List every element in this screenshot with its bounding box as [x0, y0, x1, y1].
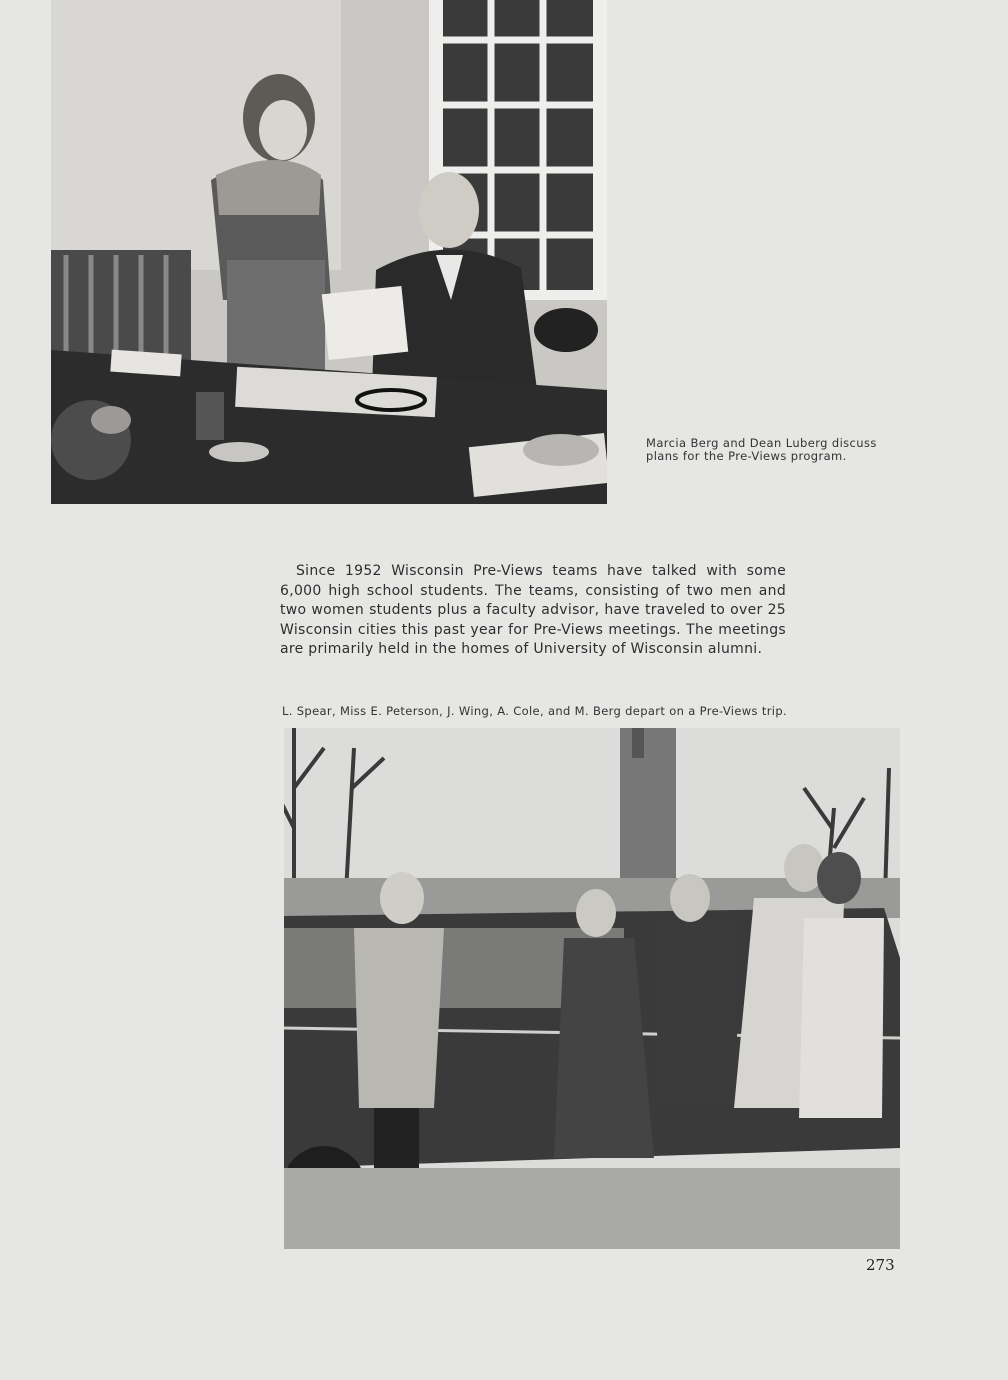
group-departure-photo — [284, 728, 900, 1249]
article-paragraph: Since 1952 Wisconsin Pre-Views teams have talked with some 6,000 high school students. The teams, consisting of two men and two women students plus a faculty advisor, have traveled to over 25 Wisconsin cities this past year for Pre-Views meetings. The meetings are primarily held in the homes of University of Wisconsin alumni. — [280, 563, 786, 657]
office-photo-image — [51, 0, 607, 504]
group-departure-photo-image — [284, 728, 900, 1249]
page-number: 273 — [866, 1256, 895, 1274]
bottom-photo-caption: L. Spear, Miss E. Peterson, J. Wing, A. Cole, and M. Berg depart on a Pre-Views trip. — [282, 704, 787, 718]
office-photo — [51, 0, 607, 504]
top-photo-caption: Marcia Berg and Dean Luberg discuss plans for the Pre-Views program. — [646, 436, 877, 463]
article-body — [280, 562, 786, 660]
